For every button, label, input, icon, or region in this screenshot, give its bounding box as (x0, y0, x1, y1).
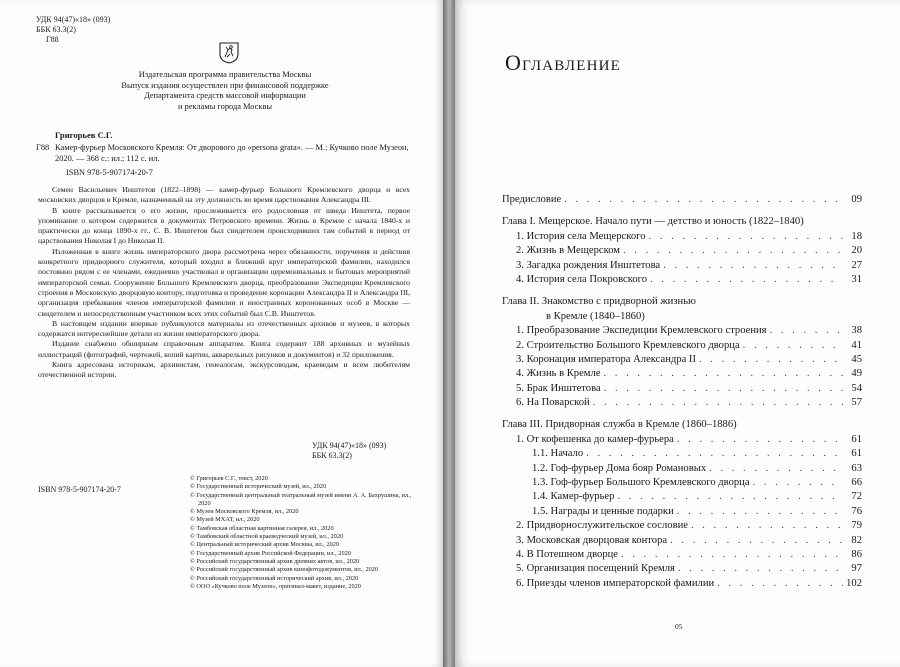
toc-page-number: 18 (851, 230, 862, 242)
toc-entry[interactable] (502, 382, 862, 396)
toc-entry-preface[interactable] (502, 193, 862, 207)
leader-dots (670, 534, 843, 548)
page-number: 05 (675, 622, 683, 631)
copyright-line: © Музей МХАТ, ил., 2020 (190, 516, 260, 524)
left-page (0, 0, 443, 667)
toc-page-number: 31 (851, 273, 862, 285)
toc-page-number: 86 (851, 548, 862, 560)
leader-dots (604, 367, 844, 381)
leader-dots (699, 353, 843, 367)
toc-entry[interactable] (502, 230, 862, 244)
toc-entry-title: 6. Приезды членов императорской фамилии (516, 577, 715, 589)
toc-entry[interactable] (502, 367, 862, 381)
copyright-list (190, 475, 415, 591)
bbk-bottom: ББК 63.3(2) (312, 451, 352, 460)
toc-entry-title: 1. Преобразование Экспедиции Кремлевского строения (516, 325, 767, 337)
toc-entry[interactable] (502, 433, 862, 447)
program-line: Издательская программа правительства Москвы (138, 70, 312, 79)
table-of-contents (502, 193, 862, 591)
toc-subentry[interactable] (502, 447, 862, 461)
program-line: Департамента средств массовой информации (144, 91, 306, 101)
toc-entry-title: 2. Жизнь в Мещерском (516, 245, 620, 257)
copyright-line: © Российский государственный исторический архив, ил., 2020 (190, 574, 359, 582)
toc-entry-title: 1. История села Мещерского (516, 230, 646, 242)
book-gutter (443, 0, 455, 667)
toc-page-number: 09 (851, 194, 862, 205)
classification-code: Г88 (36, 143, 50, 152)
toc-page-number: 27 (851, 259, 862, 271)
toc-page-number: 61 (851, 448, 862, 460)
toc-entry-title: 1.5. Награды и ценные подарки (532, 505, 674, 517)
author: Григорьев С.Г. (55, 130, 113, 140)
toc-entry-title: 5. Брак Инштетова (516, 382, 601, 394)
udk-top: УДК 94(47)«18» (093) (36, 15, 111, 24)
toc-page-number: 63 (851, 462, 862, 474)
bbk-top: ББК 63.3(2) (36, 25, 76, 35)
toc-entry-title: 2. Строительство Большого Кремлевского дворца (516, 339, 740, 351)
copyright-line: © ООО «Кучково поле Музеон», оригинал-макет, издание, 2020 (190, 582, 361, 590)
isbn-bottom: ISBN 978-5-907174-20-7 (38, 485, 121, 494)
leader-dots (623, 244, 843, 258)
toc-entry-title: 3. Загадка рождения Инштетова (516, 259, 661, 271)
leader-dots (621, 548, 843, 562)
toc-chapter-2[interactable]: Глава II. Знакомство с придворной жизнью (502, 296, 696, 308)
copyright-line: © Григорьев С.Г., текст, 2020 (190, 475, 268, 482)
annotation (38, 185, 410, 381)
copyright-line: © Российский государственный архив древних актов, ил., 2020 (190, 557, 360, 565)
toc-entry[interactable] (502, 534, 862, 548)
leader-dots (564, 193, 843, 207)
leader-dots (743, 339, 843, 353)
leader-dots (691, 519, 843, 533)
toc-entry-title: 4. История села Покровского (516, 273, 648, 285)
annotation-paragraph: Семен Васильевич Инштетов (1822–1898) — камер-фурьер Большого Кремлевского дворца и всех московских дворцов в Кремле, назначенный на эту должность во время царствования Александра III. (38, 185, 410, 205)
copyright-line: © Тамбовская областная картинная галерея, ил., 2020 (190, 524, 334, 532)
toc-entry-title: 1.2. Гоф-фурьер Дома бояр Романовых (532, 462, 707, 474)
udk-block-top (36, 15, 110, 46)
toc-entry-title: 2. Придворнослужительское сословие (516, 520, 688, 532)
toc-entry-title: Предисловие (502, 194, 562, 205)
toc-page-number: 97 (851, 563, 862, 575)
leader-dots (593, 396, 843, 410)
toc-entry-title: 1.1. Начало (532, 448, 584, 460)
toc-page-number: 49 (851, 368, 862, 380)
leader-dots (677, 433, 843, 447)
leader-dots (617, 490, 843, 504)
toc-page-number: 61 (851, 433, 862, 445)
toc-entry[interactable] (502, 519, 862, 533)
program-line: Выпуск издания осуществлен при финансовой поддержке (121, 80, 329, 90)
leader-dots (709, 462, 843, 476)
toc-subentry[interactable] (502, 505, 862, 519)
copyright-line: © Государственный центральный театральный музей имени А. А. Бахрушина, ил., 2020 (190, 491, 412, 507)
leader-dots (753, 476, 843, 490)
copyright-line: © Центральный исторический архив Москвы, ил., 2020 (190, 541, 340, 549)
toc-entry[interactable] (502, 562, 862, 576)
leader-dots (678, 562, 843, 576)
toc-entry-title: 4. Жизнь в Кремле (516, 368, 601, 380)
program-line: и рекламы города Москвы (177, 101, 273, 111)
leader-dots (649, 230, 843, 244)
leader-dots (717, 577, 843, 591)
annotation-paragraph: Книга адресована историкам, архивистам, генеалогам, экскурсоводам, краеведам и всем любителям отечественной истории. (38, 360, 410, 380)
toc-entry[interactable] (502, 396, 862, 410)
annotation-paragraph: В книге рассказывается о его жизни, прослеживается его родословная от шведа Инштета, первое упоминание о котором содержится в документах Петровского времени. Жизнь в Кремле с начала 1840-х и практически до конца 1890-х гг., С. В. Инштетов был свидетелем происходивших там событий в период от царствования Николая I до Николая II. (38, 205, 410, 246)
toc-entry[interactable] (502, 339, 862, 353)
toc-subentry[interactable] (502, 476, 862, 490)
toc-chapter-2-continued: в Кремле (1840–1860) (546, 310, 645, 322)
toc-entry-title: 1. От кофешенка до камер-фурьера (516, 433, 674, 445)
toc-page-number: 54 (851, 382, 862, 394)
toc-page-number: 57 (851, 397, 862, 409)
toc-entry[interactable] (502, 548, 862, 562)
toc-page-number: 20 (851, 245, 862, 257)
toc-entry-title: 5. Организация посещений Кремля (516, 563, 675, 575)
toc-page-number: 38 (851, 325, 862, 337)
toc-entry-title: 6. На Поварской (516, 397, 590, 409)
toc-page-number: 79 (851, 520, 862, 532)
moscow-coat-of-arms-icon (219, 42, 239, 64)
toc-entry[interactable] (502, 244, 862, 258)
toc-subentry[interactable] (502, 490, 862, 504)
toc-page-number: 76 (851, 505, 862, 517)
annotation-paragraph: В настоящем издании впервые публикуются материалы из отечественных архивов и музеев, в которых содержатся интереснейшие детали из жизни императорского двора. (38, 318, 410, 339)
annotation-paragraph: Издание снабжено обширным справочным аппаратом. Книга содержит 188 архивных и музейных иллюстраций (фотографий, чертежей, копий картин, акварельных рисунков и документов) и 32 приложения. (38, 339, 410, 359)
copyright-line: © Государственный архив Российской Федерации, ил., 2020 (190, 549, 351, 557)
toc-page-number: 41 (851, 339, 862, 351)
copyright-line: © Музеи Московского Кремля, ил., 2020 (190, 508, 299, 516)
toc-page-number: 66 (851, 477, 862, 489)
toc-page-number: 45 (851, 353, 862, 365)
leader-dots (663, 259, 843, 273)
toc-page-number: 102 (846, 577, 862, 589)
code-top: Г88 (46, 35, 59, 45)
toc-entry[interactable] (502, 324, 862, 338)
leader-dots (586, 447, 843, 461)
toc-chapter-3[interactable]: Глава III. Придворная служба в Кремле (1860–1886) (502, 419, 737, 431)
toc-title: Оглавление (505, 50, 622, 75)
copyright-line: © Государственный исторический музей, ил., 2020 (190, 483, 327, 491)
toc-entry-title: 1.4. Камер-фурьер (532, 491, 615, 503)
udk-block-bottom (312, 441, 386, 461)
toc-page-number: 72 (851, 491, 862, 503)
leader-dots (677, 505, 843, 519)
toc-entry[interactable] (502, 273, 862, 287)
toc-entry-title: 1.3. Гоф-фурьер Большого Кремлевского дворца (532, 477, 750, 489)
bibliographic-description: Камер-фурьер Московского Кремля: От дворового до «persona grata». — М.: Кучково поле Музеон, 2020. — 368 с.: ил.; 112 с. ил. (55, 143, 409, 163)
isbn-top: ISBN 978-5-907174-20-7 (66, 168, 153, 177)
copyright-line: © Российский государственный архив кинофотодокументов, ил., 2020 (190, 566, 379, 574)
leader-dots (770, 324, 843, 338)
toc-chapter-1[interactable]: Глава I. Мещерское. Начало пути — детство и юность (1822–1840) (502, 216, 804, 228)
leader-dots (604, 382, 843, 396)
toc-entry[interactable] (502, 259, 862, 273)
toc-subentry[interactable] (502, 462, 862, 476)
toc-page-number: 82 (851, 534, 862, 546)
toc-entry[interactable] (502, 577, 862, 591)
program-note (90, 70, 360, 112)
toc-entry-title: 3. Коронация императора Александра II (516, 353, 696, 365)
udk-bottom: УДК 94(47)«18» (093) (312, 441, 387, 450)
copyright-line: © Тамбовский областной краеведческий музей, ил., 2020 (190, 533, 344, 541)
toc-entry-title: 4. В Потешном дворце (516, 548, 619, 560)
leader-dots (650, 273, 843, 287)
toc-entry-title: 3. Московская дворцовая контора (516, 534, 668, 546)
toc-entry[interactable] (502, 353, 862, 367)
annotation-paragraph: Изложенная в книге жизнь императорского двора рассмотрена через обязанности, поручения и действия конкретного придворного служителя, который входил в ближний круг императорской фамилии, находился постоянно рядом с ее членами, ежедневно участвовал в организации церемониальных и бытовых мероприятий императорской семьи. Сооружение Большого Кремлевского дворца, преобразование Экспедиции Кремлевского строения в Московскую дворцовую контору, подготовка и проведение коронации Александра II и Александра III, организация пребывания членов императорской фамилии и иностранных коронованных особ в Москве — свидетелем и непосредственным участником всех этих событий был С.В. Инштетов. (38, 246, 410, 318)
